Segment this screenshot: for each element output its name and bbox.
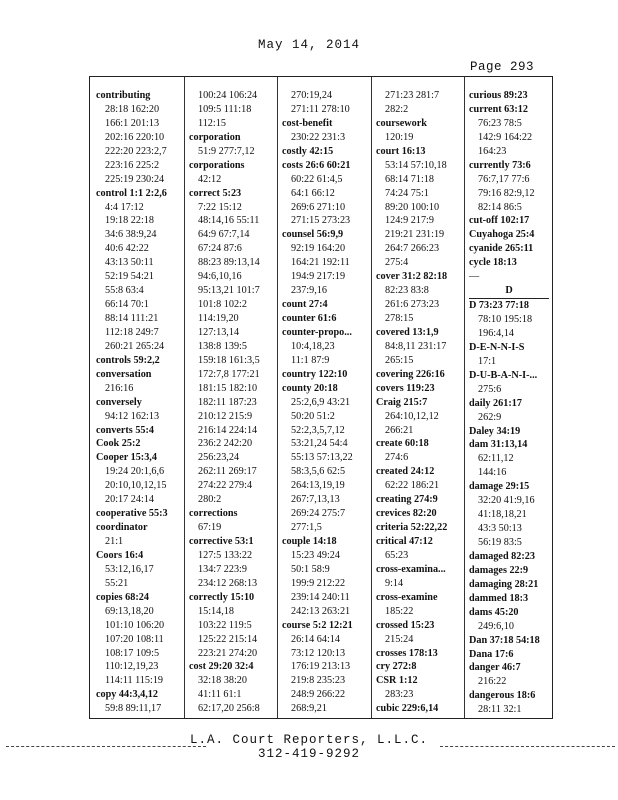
index-page-refs: 210:12 215:9 <box>198 410 253 422</box>
index-term: county 20:18 <box>282 382 338 394</box>
index-page-refs: 112:15 <box>198 117 226 129</box>
index-page-refs: 199:9 212:22 <box>291 577 346 589</box>
index-page-refs: 50:20 51:2 <box>291 410 335 422</box>
index-page-refs: 52:19 54:21 <box>105 271 154 283</box>
index-page-refs: 271:11 278:10 <box>291 103 350 115</box>
index-page-refs: 20:10,10,12,15 <box>105 480 167 492</box>
index-term: cover 31:2 82:18 <box>376 271 448 283</box>
index-page-refs: 270:19,24 <box>291 90 333 101</box>
column-divider <box>371 77 372 718</box>
index-page-refs: 176:19 213:13 <box>291 661 351 673</box>
index-page-refs: 172:7,8 177:21 <box>198 368 260 380</box>
index-column-5 <box>469 89 549 718</box>
index-page-refs: 100:24 106:24 <box>198 90 258 101</box>
index-page-refs: 127:5 133:22 <box>198 549 253 561</box>
index-term: Coors 16:4 <box>96 549 144 561</box>
index-page-refs: 275:4 <box>385 257 409 269</box>
index-term: cooperative 55:3 <box>96 508 168 520</box>
index-page-refs: 64:1 66:12 <box>291 187 335 199</box>
index-term: Cooper 15:3,4 <box>96 452 157 464</box>
index-term: counter 61:6 <box>282 313 337 324</box>
index-page-refs: 239:14 240:11 <box>291 591 350 603</box>
index-term: Dan 37:18 54:18 <box>469 634 540 646</box>
index-page-refs: 19:18 22:18 <box>105 215 154 227</box>
index-term: create 60:18 <box>376 438 429 450</box>
index-page-refs: 51:9 277:7,12 <box>198 145 255 157</box>
index-page-refs: 43:3 50:13 <box>478 523 522 535</box>
index-page-refs: 82:14 86:5 <box>478 201 522 213</box>
index-page-refs: 9:14 <box>385 577 404 589</box>
index-page-refs: 127:13,14 <box>198 326 240 338</box>
index-term: conversation <box>96 368 152 380</box>
index-term: country 122:10 <box>282 368 348 380</box>
index-page-refs: 185:22 <box>385 605 414 617</box>
index-term: course 5:2 12:21 <box>282 619 353 631</box>
index-term: contributing <box>96 90 151 101</box>
index-page-refs: 256:23,24 <box>198 452 240 464</box>
index-page-refs: 216:22 <box>478 676 507 688</box>
index-page-refs: 278:15 <box>385 313 414 324</box>
index-page-refs: 164:23 <box>478 145 507 157</box>
index-page-refs: 280:2 <box>198 494 222 506</box>
index-term: covered 13:1,9 <box>376 326 439 338</box>
index-term: count 27:4 <box>282 299 328 311</box>
index-page-refs: 60:22 61:4,5 <box>291 173 343 185</box>
index-page-refs: 67:24 87:6 <box>198 243 242 255</box>
index-page-refs: 159:18 161:3,5 <box>198 354 260 366</box>
index-page-refs: 66:14 70:1 <box>105 299 149 311</box>
index-page-refs: 34:6 38:9,24 <box>105 229 157 241</box>
index-page-refs: 43:13 50:11 <box>105 257 154 269</box>
index-page-refs: 282:2 <box>385 103 409 115</box>
index-page-refs: 260:21 265:24 <box>105 340 165 352</box>
index-page-refs: 215:24 <box>385 633 414 645</box>
index-term: dam 31:13,14 <box>469 439 528 451</box>
index-page-refs: 223:21 274:20 <box>198 647 258 659</box>
index-term: covers 119:23 <box>376 382 435 394</box>
index-page-refs: 95:13,21 101:7 <box>198 285 260 297</box>
index-page-refs: 283:23 <box>385 689 414 701</box>
index-term: damage 29:15 <box>469 481 530 493</box>
index-page-refs: 74:24 75:1 <box>385 187 429 199</box>
index-page-refs: 166:1 201:13 <box>105 117 160 129</box>
index-term: correct 5:23 <box>189 187 242 199</box>
column-divider <box>277 77 278 718</box>
index-page-refs: 53:12,16,17 <box>105 563 154 575</box>
index-page-refs: 78:10 195:18 <box>478 314 533 325</box>
index-page-refs: 268:9,21 <box>291 703 327 715</box>
index-page-refs: 249:6,10 <box>478 620 514 632</box>
index-term: curious 89:23 <box>469 90 528 101</box>
index-page-refs: 92:19 164:20 <box>291 243 346 255</box>
index-page-refs: 107:20 108:11 <box>105 633 164 645</box>
index-page-refs: 219:21 231:19 <box>385 229 445 241</box>
index-page-refs: 144:16 <box>478 467 507 479</box>
index-term: couple 14:18 <box>282 536 337 547</box>
index-term: conversely <box>96 396 142 408</box>
index-page-refs: 42:12 <box>198 173 222 185</box>
index-page-refs: 274:6 <box>385 452 409 464</box>
index-column-4 <box>376 89 464 718</box>
index-term: converts 55:4 <box>96 424 154 436</box>
index-page-refs: 69:13,18,20 <box>105 605 154 617</box>
index-page-refs: 103:22 119:5 <box>198 619 252 631</box>
index-page-refs: 266:21 <box>385 424 414 436</box>
index-page-refs: 32:20 41:9,16 <box>478 495 535 507</box>
index-term: covering 226:16 <box>376 368 445 380</box>
index-term: Cuyahoga 25:4 <box>469 229 535 241</box>
index-page-refs: 94:6,10,16 <box>198 271 242 283</box>
index-term: critical 47:12 <box>376 536 433 547</box>
index-page-refs: 41:11 61:1 <box>198 689 242 701</box>
index-page-refs: 114:19,20 <box>198 313 239 324</box>
index-term: damaging 28:21 <box>469 578 539 590</box>
index-page-refs: 216:16 <box>105 382 134 394</box>
index-term: cross-examina... <box>376 563 446 575</box>
index-page-refs: 138:8 139:5 <box>198 340 247 352</box>
footer-company: L.A. Court Reporters, L.L.C. <box>189 733 429 747</box>
index-page-refs: 11:1 87:9 <box>291 354 330 366</box>
section-letter-heading: D <box>469 284 549 299</box>
index-page-refs: 269:6 271:10 <box>291 201 346 213</box>
index-term: CSR 1:12 <box>376 675 418 687</box>
index-page-refs: 110:12,19,23 <box>105 661 159 673</box>
index-page-refs: 248:9 266:22 <box>291 689 346 701</box>
index-page-refs: 25:2,6,9 43:21 <box>291 396 351 408</box>
index-page-refs: 79:16 82:9,12 <box>478 187 535 199</box>
index-term: dams 45:20 <box>469 606 519 618</box>
index-page-refs: 88:14 111:21 <box>105 313 159 324</box>
index-page-refs: 76:23 78:5 <box>478 117 522 129</box>
index-page-refs: 134:7 223:9 <box>198 563 247 575</box>
index-page-refs: 196:4,14 <box>478 327 514 339</box>
index-term: criteria 52:22,22 <box>376 522 448 534</box>
index-page-refs: 40:6 42:22 <box>105 243 149 255</box>
index-page-refs: 84:8,11 231:17 <box>385 340 447 352</box>
index-term: cubic 229:6,14 <box>376 703 439 715</box>
index-page-refs: 194:9 217:19 <box>291 271 346 283</box>
index-term: D-E-N-N-I-S <box>469 341 525 353</box>
index-page-refs: 89:20 100:10 <box>385 201 440 213</box>
index-page-refs: 101:10 106:20 <box>105 619 165 631</box>
index-term: crevices 82:20 <box>376 508 437 520</box>
index-page-refs: 108:17 109:5 <box>105 647 160 659</box>
index-term: dammed 18:3 <box>469 592 529 604</box>
index-page-refs: 76:7,17 77:6 <box>478 173 530 185</box>
index-term: D 73:23 77:18 <box>469 300 529 312</box>
index-page-refs: 112:18 249:7 <box>105 326 159 338</box>
index-page-refs: 225:19 230:24 <box>105 173 165 185</box>
index-page-refs: 7:22 15:12 <box>198 201 242 213</box>
header-date: May 14, 2014 <box>257 38 360 52</box>
index-term: Craig 215:7 <box>376 396 428 408</box>
index-page-refs: 181:15 182:10 <box>198 382 258 394</box>
index-page-refs: 82:23 83:8 <box>385 285 429 297</box>
index-column-2 <box>189 89 277 718</box>
index-page-refs: 64:9 67:7,14 <box>198 229 250 241</box>
index-term: cry 272:8 <box>376 661 417 673</box>
index-term: danger 46:7 <box>469 662 521 674</box>
index-box <box>89 76 553 719</box>
index-page-refs: 267:7,13,13 <box>291 494 340 506</box>
index-page-refs: 264:13,19,19 <box>291 480 345 492</box>
index-term: coursework <box>376 117 427 129</box>
index-page-refs: 124:9 217:9 <box>385 215 434 227</box>
index-term: costly 42:15 <box>282 145 334 157</box>
column-divider <box>464 77 465 718</box>
index-page-refs: 182:11 187:23 <box>198 396 257 408</box>
index-page-refs: 15:23 49:24 <box>291 549 340 561</box>
index-page-refs: 48:14,16 55:11 <box>198 215 260 227</box>
index-term: damaged 82:23 <box>469 550 535 562</box>
index-page-refs: 15:14,18 <box>198 605 234 617</box>
index-term: current 63:12 <box>469 103 528 115</box>
index-page-refs: 277:1,5 <box>291 522 322 534</box>
index-column-1 <box>96 89 184 718</box>
index-column-3 <box>282 89 370 718</box>
index-term: cut-off 102:17 <box>469 215 530 227</box>
index-term: corporation <box>189 131 241 143</box>
column-divider <box>184 77 185 718</box>
index-page-refs: 19:24 20:1,6,6 <box>105 466 165 478</box>
index-term: crosses 178:13 <box>376 647 438 659</box>
index-page-refs: 32:18 38:20 <box>198 675 247 687</box>
index-page-refs: 275:6 <box>478 383 502 395</box>
index-page-refs: 55:8 63:4 <box>105 285 144 297</box>
index-term: corporations <box>189 159 245 171</box>
index-term: created 24:12 <box>376 466 435 478</box>
index-page-refs: 237:9,16 <box>291 285 327 297</box>
index-page-refs: 52:2,3,5,7,12 <box>291 424 345 436</box>
footer-phone: 312-419-9292 <box>257 747 360 761</box>
index-term: correctly 15:10 <box>189 591 255 603</box>
index-page-refs: 223:16 225:2 <box>105 159 160 171</box>
index-page-refs: 274:22 279:4 <box>198 480 253 492</box>
index-page-refs: 28:11 32:1 <box>478 704 522 716</box>
index-page-refs: 236:2 242:20 <box>198 438 253 450</box>
index-term: counter-propo... <box>282 326 352 338</box>
index-term: control 1:1 2:2,6 <box>96 187 167 199</box>
index-page-refs: 62:22 186:21 <box>385 480 440 492</box>
index-term: corrective 53:1 <box>189 536 254 547</box>
index-page-refs: 230:22 231:3 <box>291 131 346 143</box>
index-page-refs: 142:9 164:22 <box>478 131 533 143</box>
index-page-refs: 65:23 <box>385 549 409 561</box>
index-page-refs: 164:21 192:11 <box>291 257 350 269</box>
index-term: dangerous 18:6 <box>469 690 536 702</box>
index-page-refs: 222:20 223:2,7 <box>105 145 167 157</box>
index-term: copies 68:24 <box>96 591 149 603</box>
index-term: currently 73:6 <box>469 159 531 171</box>
index-page-refs: 53:14 57:10,18 <box>385 159 447 171</box>
index-page-refs: 216:14 224:14 <box>198 424 258 436</box>
index-page-refs: 21:1 <box>105 536 124 547</box>
index-page-refs: 101:8 102:2 <box>198 299 247 311</box>
index-term: court 16:13 <box>376 145 426 157</box>
index-page-refs: 62:11,12 <box>478 453 514 465</box>
index-page-refs: 10:4,18,23 <box>291 340 335 352</box>
index-term: cross-examine <box>376 591 438 603</box>
index-page-refs: 26:14 64:14 <box>291 633 340 645</box>
index-page-refs: 41:18,18,21 <box>478 509 527 521</box>
index-page-refs: 219:8 235:23 <box>291 675 346 687</box>
index-page-refs: 242:13 263:21 <box>291 605 351 617</box>
index-term: copy 44:3,4,12 <box>96 689 158 701</box>
index-page-refs: 56:19 83:5 <box>478 537 522 548</box>
index-page-refs: 55:13 57:13,22 <box>291 452 353 464</box>
index-page-refs: 88:23 89:13,14 <box>198 257 260 269</box>
index-term: D-U-B-A-N-I-... <box>469 369 538 381</box>
index-term: Cook 25:2 <box>96 438 141 450</box>
index-page-refs: 264:10,12,12 <box>385 410 439 422</box>
footer-rule-right <box>440 746 615 747</box>
index-term: Dana 17:6 <box>469 648 514 660</box>
index-page-refs: 94:12 162:13 <box>105 410 160 422</box>
index-page-refs: 50:1 58:9 <box>291 563 330 575</box>
index-page-refs: 109:5 111:18 <box>198 103 252 115</box>
index-page-refs: 55:21 <box>105 577 129 589</box>
index-term: daily 261:17 <box>469 397 522 409</box>
index-page-refs: 264:7 266:23 <box>385 243 440 255</box>
index-page-refs: 269:24 275:7 <box>291 508 346 520</box>
index-page-refs: 73:12 120:13 <box>291 647 346 659</box>
index-page-refs: 4:4 17:12 <box>105 201 144 213</box>
index-term: counsel 56:9,9 <box>282 229 344 241</box>
index-page-refs: 271:23 281:7 <box>385 90 440 101</box>
index-page-refs: 234:12 268:13 <box>198 577 258 589</box>
index-term: creating 274:9 <box>376 494 438 506</box>
index-page-refs: 17:1 <box>478 355 497 367</box>
index-page-refs: 262:11 269:17 <box>198 466 257 478</box>
index-page-refs: 265:15 <box>385 354 414 366</box>
index-term: cost-benefit <box>282 117 333 129</box>
index-term: controls 59:2,2 <box>96 354 160 366</box>
index-page-refs: 125:22 215:14 <box>198 633 258 645</box>
index-term: cyanide 265:11 <box>469 243 534 255</box>
index-term: Daley 34:19 <box>469 425 521 437</box>
index-page-refs: 62:17,20 256:8 <box>198 703 260 715</box>
index-page-refs: 58:3,5,6 62:5 <box>291 466 346 478</box>
page-number: Page 293 <box>469 60 534 74</box>
index-term: costs 26:6 60:21 <box>282 159 351 171</box>
index-page-refs: 261:6 273:23 <box>385 299 440 311</box>
index-term: damages 22:9 <box>469 564 529 576</box>
index-term: cycle 18:13 <box>469 257 517 269</box>
index-page-refs: 271:15 273:23 <box>291 215 351 227</box>
index-term: coordinator <box>96 522 148 534</box>
index-page-refs: 67:19 <box>198 522 222 534</box>
index-term: crossed 15:23 <box>376 619 435 631</box>
index-page-refs: 53:21,24 54:4 <box>291 438 348 450</box>
index-term: cost 29:20 32:4 <box>189 661 254 673</box>
index-page-refs: 120:19 <box>385 131 414 143</box>
index-page-refs: 28:18 162:20 <box>105 103 160 115</box>
index-page-refs: 68:14 71:18 <box>385 173 434 185</box>
index-page-refs: 114:11 115:19 <box>105 675 164 687</box>
section-separator: — <box>469 271 480 283</box>
index-term: corrections <box>189 508 238 520</box>
index-page-refs: 262:9 <box>478 411 502 423</box>
footer-rule-left <box>6 746 206 747</box>
index-page-refs: 202:16 220:10 <box>105 131 165 143</box>
index-page-refs: 59:8 89:11,17 <box>105 703 162 715</box>
index-page-refs: 20:17 24:14 <box>105 494 154 506</box>
